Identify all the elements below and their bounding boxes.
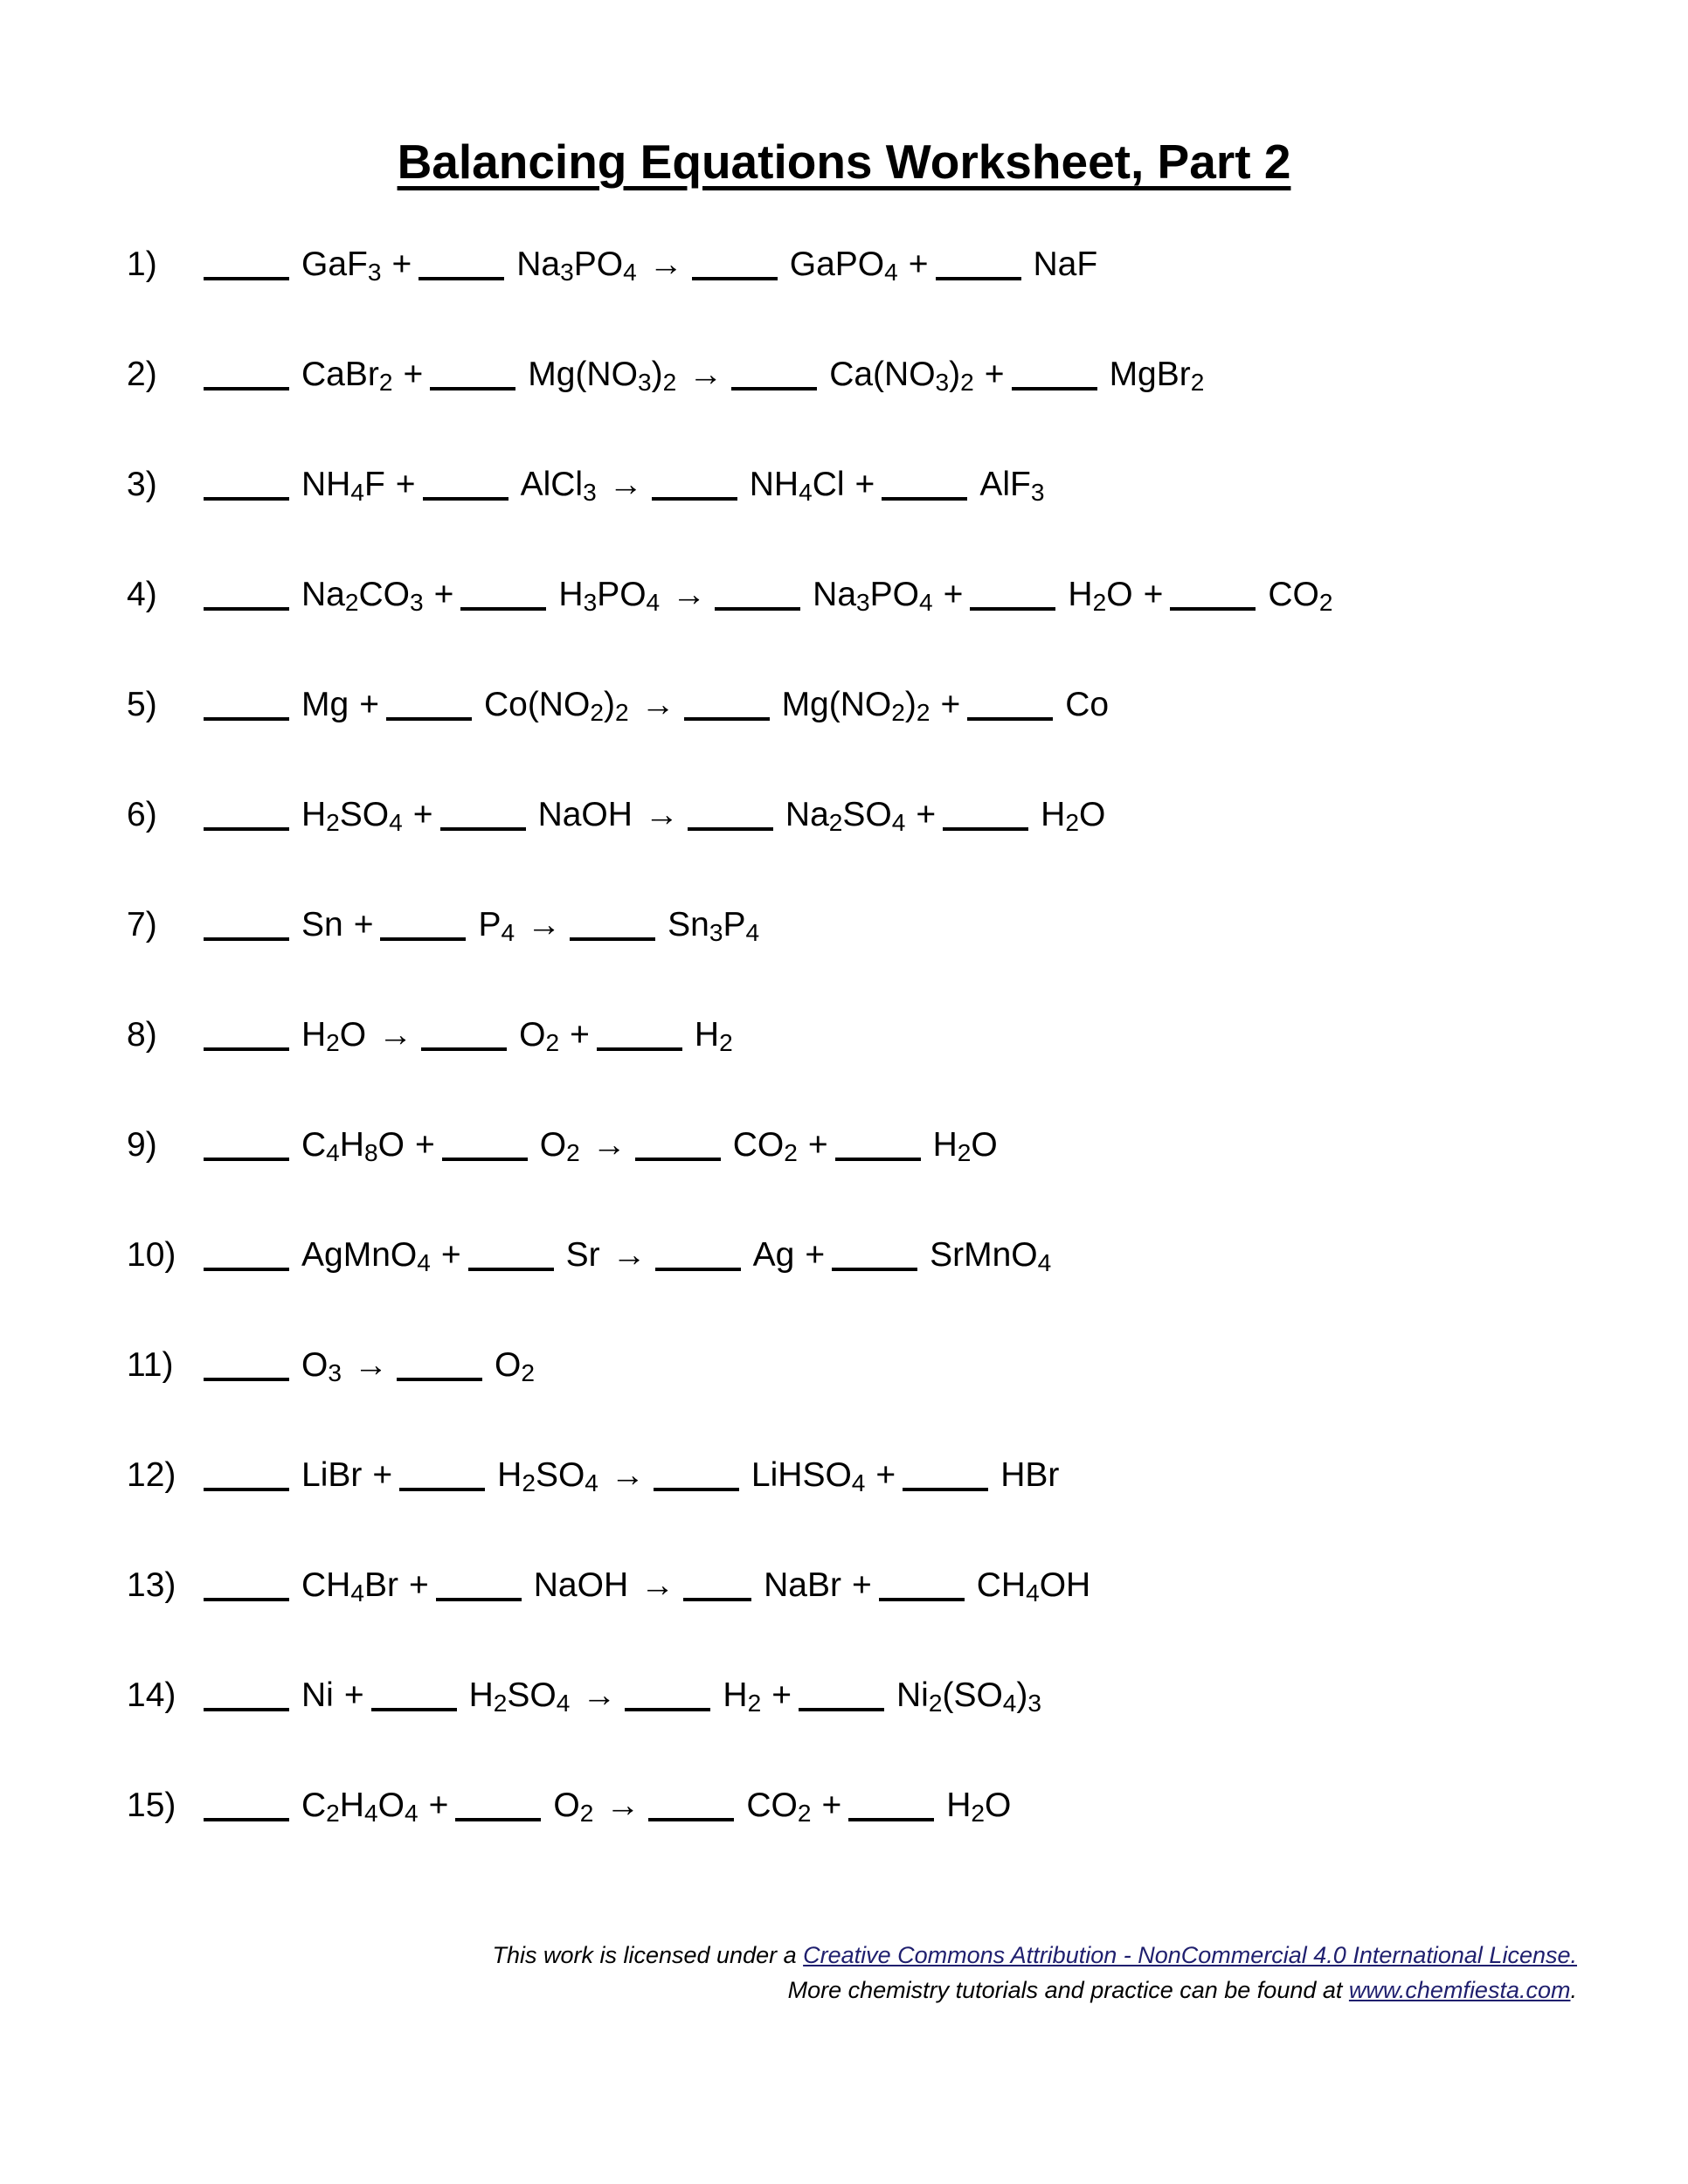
equation-number: 15) (127, 1787, 176, 1825)
plus-operator: + (821, 1787, 842, 1825)
reaction-arrow: → (605, 1787, 640, 1825)
chemical-formula: $Ca(NO_3)_2$ (829, 356, 974, 397)
chemical-formula: Sn (301, 906, 343, 944)
reaction-arrow: → (608, 466, 643, 504)
reaction-arrow: → (644, 796, 679, 834)
coefficient-blank (635, 1130, 721, 1161)
chemical-formula: $H_2O$ (946, 1787, 1012, 1828)
coefficient-blank (692, 250, 778, 280)
coefficient-blank (1170, 580, 1256, 611)
coefficient-blank (882, 470, 967, 501)
coefficient-blank (570, 910, 655, 941)
equation-number: 10) (127, 1236, 176, 1275)
chemical-formula: CaBr$_2$ (301, 356, 393, 397)
chemfiesta-line (0, 1973, 1577, 2008)
equation-row (127, 245, 1688, 285)
page-title: Balancing Equations Worksheet, Part 2 (397, 135, 1291, 189)
plus-operator: + (414, 1126, 435, 1165)
plus-operator: + (433, 576, 454, 614)
chemical-formula: $H_2O$ (301, 1016, 367, 1057)
coefficient-blank (683, 1571, 751, 1601)
chemical-formula: NaOH (537, 796, 633, 834)
coefficient-blank (204, 580, 289, 611)
equation-number: 1) (127, 245, 157, 284)
reaction-arrow: → (640, 686, 675, 724)
equation-number: 2) (127, 356, 157, 394)
chemical-formula: $H_3PO_4$ (558, 576, 661, 617)
chemical-formula: $O_2$ (494, 1346, 535, 1387)
coefficient-blank (204, 690, 289, 721)
coefficient-blank (936, 250, 1021, 280)
reaction-arrow: → (353, 1346, 388, 1385)
coefficient-blank (204, 250, 289, 280)
coefficient-blank (903, 1461, 988, 1491)
reaction-arrow: → (648, 245, 683, 284)
chemical-formula: AlCl$_3$ (520, 466, 597, 507)
chemical-formula: NaF (1033, 245, 1098, 284)
plus-operator: + (916, 796, 937, 834)
chemfiesta-period: . (1570, 1977, 1577, 2003)
chemical-formula: $Ni_2(SO_4)_3$ (896, 1676, 1042, 1717)
reaction-arrow: → (582, 1676, 617, 1715)
coefficient-blank (204, 360, 289, 390)
coefficient-blank (848, 1791, 934, 1821)
equation-number: 12) (127, 1456, 176, 1495)
coefficient-blank (204, 1461, 289, 1491)
chemical-formula: Sr (565, 1236, 600, 1275)
chemical-formula: Mg (301, 686, 349, 724)
equation-number: 4) (127, 576, 157, 614)
coefficient-blank (684, 690, 770, 721)
coefficient-blank (652, 470, 737, 501)
chemical-formula: NaOH (533, 1566, 629, 1605)
equation-number: 6) (127, 796, 157, 834)
chemical-formula: $H_2O$ (1041, 796, 1106, 837)
coefficient-blank (204, 470, 289, 501)
chemical-formula: $O_3$ (301, 1346, 342, 1387)
equation-number: 13) (127, 1566, 176, 1605)
chemical-formula: AgMnO$_4$ (301, 1236, 431, 1277)
plus-operator: + (771, 1676, 792, 1715)
license-text: This work is licensed under a (492, 1942, 804, 1968)
plus-operator: + (343, 1676, 364, 1715)
plus-operator: + (359, 686, 379, 724)
plus-operator: + (875, 1456, 896, 1495)
equation-row (127, 465, 1688, 505)
coefficient-blank (204, 800, 289, 831)
equation-row (127, 1235, 1688, 1275)
license-line (0, 1938, 1577, 1973)
chemical-formula: GaF$_3$ (301, 245, 382, 287)
plus-operator: + (428, 1787, 449, 1825)
chemical-formula: $H_2SO_4$ (468, 1676, 571, 1717)
chemical-formula: SrMnO$_4$ (930, 1236, 1052, 1277)
coefficient-blank (731, 360, 817, 390)
plus-operator: + (408, 1566, 429, 1605)
equation-list (0, 245, 1688, 1826)
coefficient-blank (835, 1130, 921, 1161)
chemical-formula: $C_4H_8O$ (301, 1126, 405, 1167)
chemical-formula: $H_2SO_4$ (301, 796, 403, 837)
coefficient-blank (625, 1681, 710, 1711)
coefficient-blank (436, 1571, 522, 1601)
chemical-formula: $CH_4Br$ (301, 1566, 398, 1607)
coefficient-blank (204, 910, 289, 941)
reaction-arrow: → (378, 1016, 413, 1054)
coefficient-blank (943, 800, 1028, 831)
plus-operator: + (1143, 576, 1164, 614)
chemical-formula: $H_2SO_4$ (497, 1456, 598, 1497)
chemical-formula: $CO_2$ (732, 1126, 798, 1167)
equation-number: 8) (127, 1016, 157, 1054)
coefficient-blank (715, 580, 800, 611)
coefficient-blank (204, 1351, 289, 1381)
coefficient-blank (970, 580, 1055, 611)
coefficient-blank (421, 1020, 507, 1051)
plus-operator: + (403, 356, 424, 394)
cc-license-link[interactable]: Creative Commons Attribution - NonCommercial 4.0 International License. (803, 1942, 1577, 1968)
reaction-arrow: → (640, 1566, 675, 1605)
chemical-formula: LiBr (301, 1456, 363, 1495)
equation-row (127, 795, 1688, 835)
plus-operator: + (353, 906, 374, 944)
chemical-formula: HBr (1000, 1456, 1060, 1495)
chemical-formula: $NH_4F$ (301, 466, 385, 507)
coefficient-blank (455, 1791, 541, 1821)
plus-operator: + (395, 466, 416, 504)
plus-operator: + (854, 466, 875, 504)
chemical-formula: $CH_4OH$ (976, 1566, 1091, 1607)
plus-operator: + (940, 686, 961, 724)
chemical-formula: $Na_3PO_4$ (813, 576, 933, 617)
equation-row (127, 905, 1688, 945)
chemical-formula: $CO_2$ (1268, 576, 1333, 617)
chemical-formula: $Sn_3P_4$ (668, 906, 760, 947)
equation-row (127, 1455, 1688, 1496)
coefficient-blank (399, 1461, 485, 1491)
chemical-formula: $O_2$ (519, 1016, 560, 1057)
reaction-arrow: → (672, 576, 707, 614)
coefficient-blank (423, 470, 508, 501)
reaction-arrow: → (610, 1456, 645, 1495)
equation-row (127, 1786, 1688, 1826)
plus-operator: + (908, 245, 929, 284)
coefficient-blank (879, 1571, 965, 1601)
plus-operator: + (984, 356, 1005, 394)
plus-operator: + (440, 1236, 461, 1275)
coefficient-blank (386, 690, 472, 721)
plus-operator: + (570, 1016, 590, 1054)
chemfiesta-text: More chemistry tutorials and practice can be found at (787, 1977, 1349, 2003)
plus-operator: + (807, 1126, 828, 1165)
plus-operator: + (943, 576, 964, 614)
chemical-formula: $Na_2SO_4$ (785, 796, 906, 837)
chemical-formula: $Mg(NO_2)_2$ (781, 686, 930, 727)
equation-row (127, 1345, 1688, 1386)
equation-row (127, 1565, 1688, 1606)
chemical-formula: $H_2O$ (932, 1126, 998, 1167)
chemical-formula: Ag (752, 1236, 795, 1275)
coefficient-blank (460, 580, 546, 611)
chemical-formula: NaBr (764, 1566, 841, 1605)
chemical-formula: $O_2$ (553, 1787, 594, 1828)
coefficient-blank (967, 690, 1053, 721)
coefficient-blank (655, 1241, 741, 1271)
chemical-formula: Ni (301, 1676, 334, 1715)
coefficient-blank (397, 1351, 482, 1381)
coefficient-blank (419, 250, 504, 280)
plus-operator: + (372, 1456, 393, 1495)
chemical-formula: $H_2O$ (1068, 576, 1133, 617)
chemfiesta-link[interactable]: www.chemfiesta.com (1348, 1977, 1571, 2003)
equation-row (127, 1676, 1688, 1716)
chemical-formula: GaPO$_4$ (789, 245, 898, 287)
coefficient-blank (204, 1020, 289, 1051)
coefficient-blank (442, 1130, 528, 1161)
coefficient-blank (440, 800, 526, 831)
coefficient-blank (1012, 360, 1097, 390)
chemical-formula: $Na_2CO_3$ (301, 576, 424, 617)
equation-number: 3) (127, 466, 157, 504)
chemical-formula: $H_2$ (723, 1676, 762, 1717)
chemical-formula: LiHSO$_4$ (751, 1456, 866, 1497)
chemical-formula: $Co(NO_2)_2$ (483, 686, 629, 727)
coefficient-blank (654, 1461, 739, 1491)
footer (0, 1938, 1688, 2008)
equation-number: 9) (127, 1126, 157, 1165)
coefficient-blank (832, 1241, 917, 1271)
equation-row (127, 685, 1688, 725)
chemical-formula: $Mg(NO_3)_2$ (528, 356, 677, 397)
chemical-formula: Co (1065, 686, 1110, 724)
plus-operator: + (851, 1566, 872, 1605)
chemical-formula: $Na_3PO_4$ (516, 245, 637, 287)
chemical-formula: $CO_2$ (746, 1787, 812, 1828)
reaction-arrow: → (612, 1236, 647, 1275)
coefficient-blank (204, 1130, 289, 1161)
coefficient-blank (799, 1681, 884, 1711)
equation-number: 11) (127, 1346, 174, 1385)
equation-row (127, 1015, 1688, 1055)
coefficient-blank (597, 1020, 682, 1051)
reaction-arrow: → (591, 1126, 626, 1165)
coefficient-blank (204, 1791, 289, 1821)
chemical-formula: $C_2H_4O_4$ (301, 1787, 419, 1828)
reaction-arrow: → (527, 906, 562, 944)
reaction-arrow: → (688, 356, 723, 394)
chemical-formula: $NH_4Cl$ (749, 466, 845, 507)
equation-row (127, 355, 1688, 395)
coefficient-blank (468, 1241, 554, 1271)
chemical-formula: $P_4$ (478, 906, 515, 947)
coefficient-blank (430, 360, 515, 390)
equation-row (127, 1125, 1688, 1165)
plus-operator: + (412, 796, 433, 834)
coefficient-blank (371, 1681, 457, 1711)
plus-operator: + (805, 1236, 826, 1275)
coefficient-blank (204, 1241, 289, 1271)
equation-number: 5) (127, 686, 157, 724)
equation-row (127, 575, 1688, 615)
chemical-formula: $O_2$ (539, 1126, 580, 1167)
coefficient-blank (380, 910, 466, 941)
chemical-formula: AlF$_3$ (979, 466, 1045, 507)
chemical-formula: $H_2$ (694, 1016, 733, 1057)
coefficient-blank (648, 1791, 734, 1821)
coefficient-blank (204, 1681, 289, 1711)
coefficient-blank (204, 1571, 289, 1601)
coefficient-blank (688, 800, 773, 831)
plus-operator: + (391, 245, 412, 284)
chemical-formula: MgBr$_2$ (1109, 356, 1205, 397)
equation-number: 14) (127, 1676, 176, 1715)
equation-number: 7) (127, 906, 157, 944)
